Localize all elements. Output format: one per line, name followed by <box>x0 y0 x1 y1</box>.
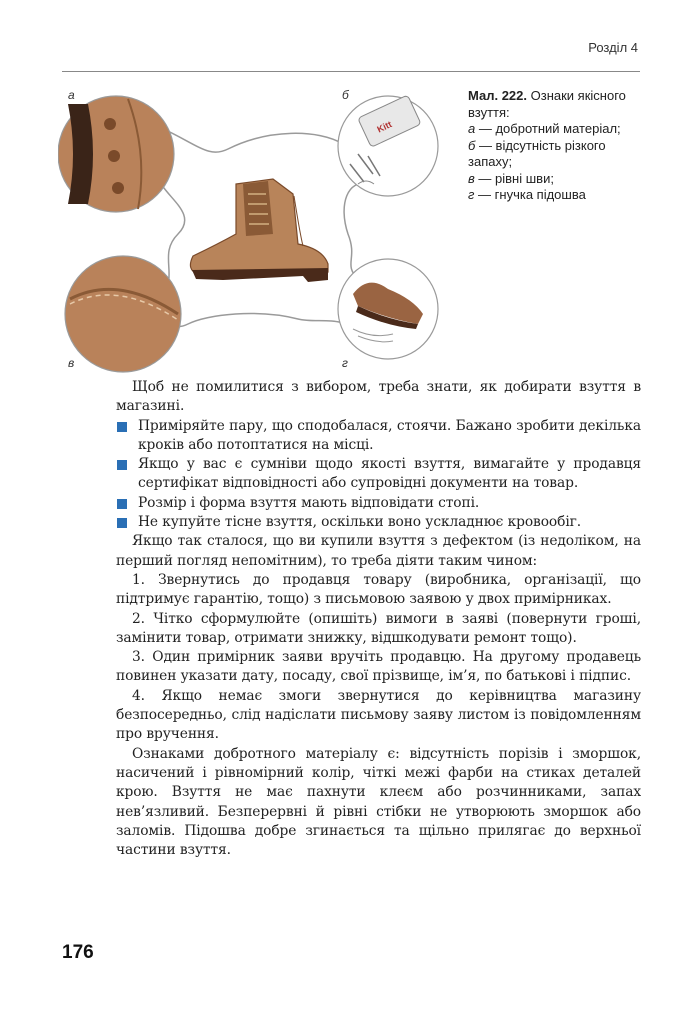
bullet-square-icon <box>117 460 127 470</box>
caption-item: в — рівні шви; <box>468 170 554 186</box>
step-paragraph: 1. Звернутись до продавця товару (виробника, організації, що підтримує гарантію, тощо) з письмовою заявою у двох примірниках. <box>116 571 641 608</box>
defect-intro-paragraph: Якщо так сталося, що ви купили взуття з дефектом (із недоліком, на перший погляд непомітним), то треба діяти таким чином: <box>116 533 641 569</box>
figure-caption <box>468 88 648 204</box>
figure-label-g: г <box>342 356 348 370</box>
figure-label-b: б <box>342 88 349 102</box>
step-paragraph: 3. Один примірник заяви вручіть продавцю. На другому продавець повинен указати дату, посаду, свої прізвище, ім’я, по батькові і підпис. <box>116 649 641 685</box>
bullet-item: Розмір і форма взуття мають відповідати стопі. <box>116 494 641 513</box>
running-head-section: Розділ 4 <box>588 40 638 55</box>
step-paragraph: 2. Чітко сформулюйте (опишіть) вимоги в заяві (повернути гроші, замінити товар, отримати знижку, відшкодувати ремонт тощо). <box>116 610 641 646</box>
caption-number: Мал. 222. <box>468 88 528 103</box>
intro-paragraph: Щоб не помилитися з вибором, треба знати, як добирати взуття в магазині. <box>116 379 641 415</box>
circle-a-material <box>58 96 174 212</box>
circle-v-seam <box>65 256 181 372</box>
circle-g-sole <box>338 259 438 359</box>
caption-item: б — відсутність різкого запаху; <box>468 137 606 169</box>
bullet-square-icon <box>117 499 127 509</box>
figure-label-a: а <box>68 88 75 102</box>
caption-title: Ознаки якісного взуття: <box>468 88 626 120</box>
bullet-item: Якщо у вас є сумніви щодо якості взуття, вимагайте у продавця сертифікат відповідності або супровідні документи на товар. <box>116 455 641 494</box>
figure-label-v: в <box>68 356 75 370</box>
figure-shoe-quality <box>58 84 458 374</box>
header-rule <box>62 71 640 72</box>
bullet-item: Приміряйте пару, що сподобалася, стоячи. Бажано зробити декілька кроків або потоптатися на місці. <box>116 417 641 456</box>
caption-item: а — добротний матеріал; <box>468 121 621 136</box>
body-text <box>116 378 641 860</box>
bottle-label: Kitt <box>375 119 394 135</box>
bullet-item: Не купуйте тісне взуття, оскільки воно ускладнює кровообіг. <box>116 513 641 532</box>
final-paragraph: Ознаками добротного матеріалу є: відсутність порізів і зморшок, насичений і рівномірний колір, чіткі межі фарби на стиках деталей крою. Взуття не має пахнути клеєм або розчинниками, запах нев’язливий. Безперервні й рівні стібки не утворюють зморшок або заломів. Підошва добре згинається та щільно прилягає до верхньої частини взуття. <box>116 745 641 859</box>
circle-b-smell <box>338 95 438 196</box>
step-paragraph: 4. Якщо немає змоги звернутися до керівництва магазину безпосередньо, слід надіслати письмову заяву листом із повідомленням про вручення. <box>116 687 641 743</box>
bullet-square-icon <box>117 518 127 528</box>
caption-item: г — гнучка підошва <box>468 187 586 202</box>
bullet-square-icon <box>117 422 127 432</box>
figure-illustration <box>58 84 458 374</box>
page-number: 176 <box>62 942 94 963</box>
